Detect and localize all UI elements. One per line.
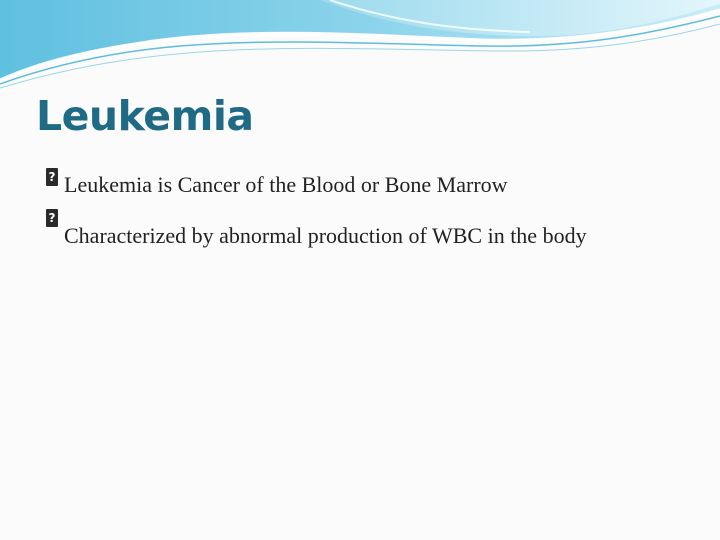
bullet-text: Leukemia is Cancer of the Blood or Bone Marrow: [64, 172, 508, 197]
bullet-item: [46, 166, 686, 204]
bullet-marker-icon: [46, 209, 58, 227]
bullet-marker-icon: [46, 168, 58, 186]
bullet-item: [46, 207, 686, 265]
header-wave-decoration: [0, 0, 720, 90]
slide-title: Leukemia: [36, 92, 254, 140]
bullet-text: Characterized by abnormal production of WBC in the body: [64, 223, 587, 248]
bullet-list: [46, 174, 686, 265]
